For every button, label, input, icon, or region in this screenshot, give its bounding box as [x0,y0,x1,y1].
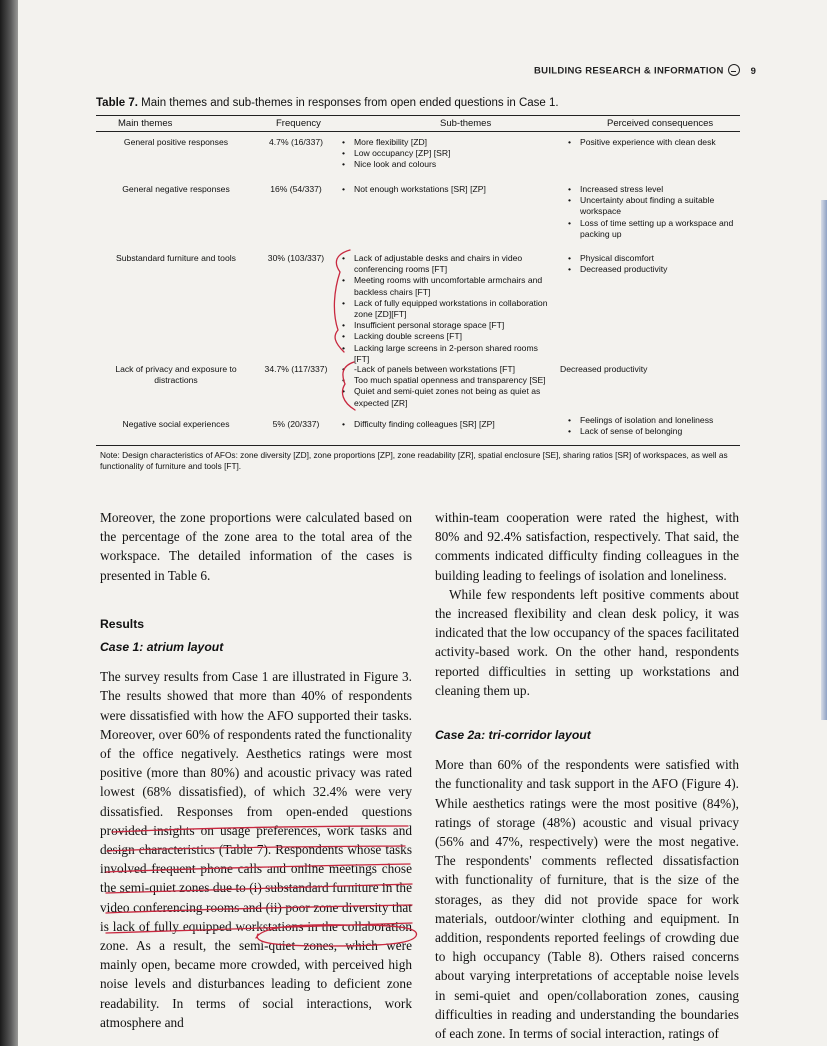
consequence-item: • Uncertainty about finding a suitable workspace [566,195,741,217]
subtheme-item: • Lack of adjustable desks and chairs in video conferencing rooms [FT] [340,253,555,275]
subtheme-item: • Insufficient personal storage space [FT] [340,320,555,331]
subtheme-item: • -Lack of panels between workstations [FT] [340,364,555,375]
subtheme-item: • Too much spatial openness and transparency [SE] [340,375,555,386]
table-label: Table 7. [96,97,138,109]
consequence-item: • Increased stress level [566,184,741,195]
row3-theme: Substandard furniture and tools [116,253,236,263]
right-column [435,508,739,1043]
consequence-item: • Loss of time setting up a workspace and packing up [566,218,741,240]
consequence-item: • Decreased productivity [566,264,741,275]
subtheme-item: • Lack of fully equipped workstations in collaboration zone [ZD][FT] [340,298,555,320]
page-number: 9 [750,65,757,77]
row3-frequency: 30% (103/337) [267,253,325,263]
subtheme-item: • Lacking double screens [FT] [340,331,555,342]
row1-subthemes [340,137,555,171]
flexibility-paragraph: While few respondents left positive comments about the increased flexibility and clean desk policy, it was indicated that the low occupancy of the spaces facilitated activity-based work. On the other hand, respondents reported difficulties in setting up workstations and cleaning them up. [435,586,739,698]
row3-subthemes [340,253,555,365]
consequence-item: • Feelings of isolation and loneliness [566,415,741,426]
table-caption-text: Main themes and sub-themes in responses from open ended questions in Case 1. [141,97,559,109]
row4-frequency: 34.7% (117/337) [264,364,328,374]
social-paragraph: within-team cooperation were rated the highest, with 80% and 92.4% satisfaction, respectively. That said, the comments indicated difficulty finding colleagues in the building leading to feelings of isolation and loneliness. [435,510,739,583]
subtheme-item: • Meeting rooms with uncomfortable armchairs and backless chairs [FT] [340,275,555,297]
case1-paragraph: The survey results from Case 1 are illustrated in Figure 3. The results showed that more than 40% of respondents were dissatisfied with how the AFO supported their tasks. Moreover, over 60% of respondents rated the functionality of the office negatively. Aesthetics ratings were most positive (more than 80%) and acoustic privacy was rated lowest (68% dissatisfied), of which 32.4% were very dissatisfied. Responses from open-ended questions provided insights on usage preferences, work tasks and design characteristics (Table 7). Respondents whose tasks involved frequent phone calls and online meetings chose the semi-quiet zones due to (i) substandard furniture in the video conferencing rooms and (ii) poor zone diversity that is lack of fully equipped workstations in the collaboration zone. As a result, the semi-quiet zones, which were mainly open, became more crowded, with perceived high noise levels and disturbances leading to deficient zone readability. In terms of social interactions, work atmosphere and [100,669,412,1030]
row5-frequency: 5% (20/337) [272,419,320,429]
publisher-logo-icon [728,64,740,76]
table-note: Note: Design characteristics of AFOs: zone diversity [ZD], zone proportions [ZP], zone readability [ZR], spatial enclosure [SE], sharing ratios [SR] of workspaces, as well as functionality of furniture and tools [FT]. [100,450,728,471]
row2-theme: General negative responses [122,184,230,194]
intro-paragraph: Moreover, the zone proportions were calculated based on the percentage of the zone area to the total area of the workspace. The detailed information of the cases is presented in Table 6. [100,510,412,583]
col-header-consequences: Perceived consequences [607,118,714,129]
consequence-item: • Physical discomfort [566,253,741,264]
row5-subthemes [340,419,555,430]
subtheme-item: • Nice look and colours [340,159,555,170]
subtheme-item: • Not enough workstations [SR] [ZP] [340,184,555,195]
running-header [534,65,756,77]
case2a-paragraph: More than 60% of the respondents were satisfied with the functionality and task support in the AFO (Figure 4). While aesthetics ratings were the most positive (84%), ratings of storage (48%) acoustic and visual privacy (56% and 47%, respectively) were the most negative. The respondents' comments reflected dissatisfaction with functionality of furniture, that is the size of the storages, as they did not provide space for work materials, outdoor/winter clothing and equipment. In addition, respondents reported feelings of crowding due to high occupancy (Table 8). Others raised concerns about varying interpretations of acceptable noise levels in semi-quiet and open/collaboration zones, causing difficulties in reading and understanding the boundaries of each zone. In terms of social interaction, ratings of [435,757,739,1042]
row1-theme: General positive responses [123,137,229,147]
row2-consequences [566,184,741,240]
subtheme-item: • Quiet and semi-quiet zones not being as quiet as expected [ZR] [340,386,555,408]
col-header-main-themes: Main themes [118,118,173,129]
row2-subthemes [340,184,555,195]
subtheme-item: • Difficulty finding colleagues [SR] [ZP] [340,419,555,430]
subtheme-item: • More flexibility [ZD] [340,137,555,148]
row1-consequences [566,137,741,148]
table-header-rule [96,131,740,132]
row4-theme: Lack of privacy and exposure to distractions [115,364,237,386]
row2-frequency: 16% (54/337) [270,184,322,194]
col-header-sub-themes: Sub-themes [440,118,492,129]
table-bottom-rule [96,445,740,446]
row4-subthemes [340,364,555,409]
col-header-frequency: Frequency [276,118,321,129]
row5-theme: Negative social experiences [122,419,230,429]
case1-heading: Case 1: atrium layout [100,640,224,655]
consequence-item: • Lack of sense of belonging [566,426,741,437]
subtheme-item: • Low occupancy [ZP] [SR] [340,148,555,159]
subtheme-item: • Lacking large screens in 2-person shared rooms [FT] [340,343,555,365]
row1-frequency: 4.7% (16/337) [269,137,323,147]
row5-consequences [566,415,741,437]
results-heading: Results [100,616,145,631]
table-caption [96,97,559,109]
left-column [100,508,412,1032]
row3-consequences [566,253,741,275]
journal-name: BUILDING RESEARCH & INFORMATION [534,65,724,77]
book-binding-shadow [0,0,18,1046]
case2a-heading: Case 2a: tri-corridor layout [435,728,591,743]
table-top-rule [96,115,740,116]
page-edge [821,200,827,720]
consequence-item: • Positive experience with clean desk [566,137,741,148]
row4-consequence: Decreased productivity [560,364,648,374]
